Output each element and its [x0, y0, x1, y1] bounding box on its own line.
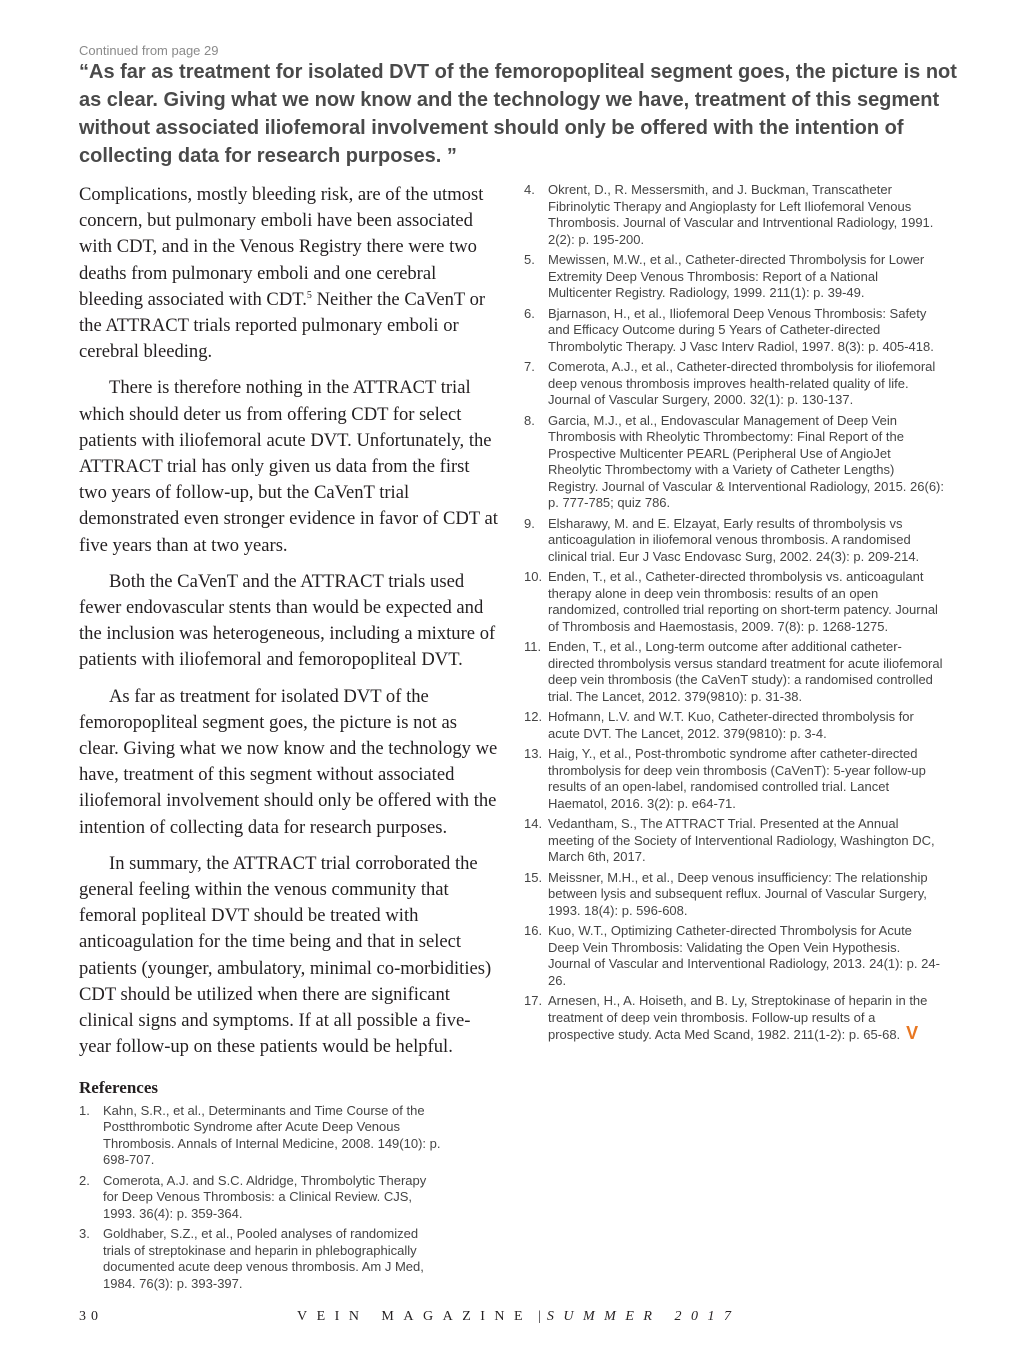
reference-text: Bjarnason, H., et al., Iliofemoral Deep Venous Thrombosis: Safety and Efficacy Outcome during 5 Years of Catheter-directed Thrombolytic Therapy. J Vasc Interv Radiol, 1997. 8(3): p. 405-418. [548, 305, 934, 354]
reference-number: 16. [524, 923, 543, 938]
reference-number: 9. [524, 515, 535, 531]
reference-item [524, 870, 944, 920]
reference-text: Comerota, A.J., et al., Catheter-directed thrombolysis for iliofemoral deep venous thrombosis improves health-related quality of life. Journal of Vascular Surgery, 2000. 32(1): p. 130-137. [548, 359, 936, 407]
footer-magazine [297, 1309, 740, 1325]
reference-text: Vedantham, S., The ATTRACT Trial. Presented at the Annual meeting of the Society of Interventional Radiology, Washington DC, March 6th, 2017. [548, 816, 935, 864]
reference-text: Arnesen, H., A. Hoiseth, and B. Ly, Streptokinase of heparin in the treatment of deep vein thrombosis. Follow-up results of a prospective study. Acta Med Scand, 1982. 211(1-2): p. 65-68. [548, 993, 928, 1042]
reference-item [79, 1173, 443, 1223]
reference-item [524, 923, 944, 989]
page-footer [79, 1309, 959, 1325]
reference-text: Hofmann, L.V. and W.T. Kuo, Catheter-directed thrombolysis for acute DVT. The Lancet, 2012. 379(9810): p. 3-4. [548, 709, 914, 741]
reference-text: Mewissen, M.W., et al., Catheter-directed Thrombolysis for Lower Extremity Deep Venous Thrombosis: Report of a National Multicenter Registry. Radiology, 1999. 211(1): p. 39-49. [548, 252, 925, 300]
reference-number: 15. [524, 869, 543, 885]
references-list-left [79, 1103, 499, 1293]
reference-number: 10. [524, 569, 543, 584]
reference-number: 11. [524, 639, 542, 654]
reference-number: 14. [524, 816, 543, 831]
reference-text: Kahn, S.R., et al., Determinants and Time Course of the Postthrombotic Syndrome after Acute Deep Venous Thrombosis. Annals of Internal Medicine, 2008. 149(10): p. 698-707. [103, 1102, 441, 1167]
magazine-name: VEIN MAGAZINE [297, 1309, 533, 1324]
reference-item [524, 746, 944, 812]
references-list-right [524, 182, 944, 1044]
reference-item [79, 1103, 443, 1169]
right-column [524, 182, 944, 1048]
reference-text: Meissner, M.H., et al., Deep venous insufficiency: The relationship between lysis and subsequent reflux. Journal of Vascular Surgery, 1993. 18(4): p. 596-608. [548, 869, 928, 918]
body-paragraph-5: In summary, the ATTRACT trial corroborated the general feeling within the venous community that femoral popliteal DVT should be treated with anticoagulation for the time being and that in select patients (younger, ambulatory, minimal co-morbidities) CDT should be utilized when there are significant clinical signs and symptoms. If at all possible a five-year follow-up on these patients would be helpful. [79, 852, 492, 1058]
reference-text: Garcia, M.J., et al., Endovascular Management of Deep Vein Thrombosis with Rheolytic Thrombectomy: Final Report of the Prospective Multicenter PEARL (Peripheral Use of AngioJet Rheolytic Thrombectomy with a Variety of Catheter Lengths) Registry. Journal of Vascular & Interventional Radiology, 2015. 26(6): p. 777-785; quiz 786. [548, 412, 944, 510]
reference-text: Goldhaber, S.Z., et al., Pooled analyses of randomized trials of streptokinase and heparin in phlebographically documented acute deep venous thrombosis. Am J Med, 1984. 76(3): p. 393-397. [103, 1226, 424, 1291]
body-paragraph-2: There is therefore nothing in the ATTRACT trial which should deter us from offering CDT for select patients with iliofemoral acute DVT. Unfortunately, the ATTRACT trial has only given us data from the first two years of follow-up, but the CaVenT trial demonstrated even stronger evidence in favor of CDT at five years than at two years. [79, 377, 498, 556]
reference-item [524, 306, 944, 356]
reference-text: Enden, T., et al., Long-term outcome after additional catheter-directed thrombolysis versus standard treatment for acute iliofemoral deep vein thrombosis (the CaVenT study): a randomised controlled trial. The Lancet, 2012. 379(9810): p. 31-38. [548, 639, 943, 704]
reference-item [524, 359, 944, 409]
reference-number: 17. [524, 993, 543, 1008]
footer-separator: | [538, 1309, 541, 1324]
reference-item [524, 252, 944, 302]
body-paragraph-1-tail: Neither the CaVenT or the ATTRACT trials reported pulmonary emboli or cerebral bleeding. [79, 288, 486, 363]
end-mark-v-icon: V [906, 1023, 919, 1043]
left-column [79, 182, 499, 1296]
reference-number: 2. [79, 1172, 90, 1188]
reference-item [524, 413, 944, 512]
reference-item [524, 516, 944, 566]
reference-text: Comerota, A.J. and S.C. Aldridge, Thrombolytic Therapy for Deep Venous Thrombosis: a Clinical Review. CJS, 1993. 36(4): p. 359-364. [103, 1172, 427, 1221]
body-paragraph-3: Both the CaVenT and the ATTRACT trials used fewer endovascular stents than would be expected and the inclusion was heterogeneous, including a mixture of patients with iliofemoral and femoropopliteal DVT. [79, 570, 496, 671]
citation-superscript: 5 [306, 289, 312, 301]
reference-text: Okrent, D., R. Messersmith, and J. Buckman, Transcatheter Fibrinolytic Therapy and Angioplasty for Left Iliofemoral Venous Thrombosis. Journal of Vascular and Intrventional Radiology, 1991. 2(2): p. 195-200. [548, 182, 934, 247]
reference-number: 4. [524, 182, 535, 197]
reference-number: 13. [524, 746, 543, 761]
reference-number: 3. [79, 1226, 90, 1241]
pull-quote: “As far as treatment for isolated DVT of the femoropopliteal segment goes, the picture is not as clear. Giving what we now know and the technology we have, treatment of this segment without associated iliofemoral involvement should only be offered with the intention of collecting data for research purposes. ” [79, 61, 957, 167]
reference-item [524, 993, 944, 1044]
references-heading: References [79, 1077, 158, 1097]
body-paragraph-4: As far as treatment for isolated DVT of the femoropopliteal segment goes, the picture is not as clear. Giving what we now know and the technology we have, treatment of this segment without associated iliofemoral involvement should only be offered with the intention of collecting data for research purposes. [79, 685, 498, 838]
reference-text: Elsharawy, M. and E. Elzayat, Early results of thrombolysis vs anticoagulation in iliofemoral venous thrombosis. A randomised clinical trial. Eur J Vasc Endovasc Surg, 2002. 24(3): p. 209-214. [548, 515, 920, 564]
reference-item [524, 182, 944, 248]
body-paragraph-1 [79, 182, 499, 365]
reference-text: Haig, Y., et al., Post-thrombotic syndrome after catheter-directed thrombolysis for deep vein thrombosis (CaVenT): 5-year follow-up results of an open-label, randomised controlled trial. Lancet Haematol, 2016. 3(2): p. e64-71. [548, 746, 926, 811]
reference-item [79, 1226, 443, 1292]
page-number: 30 [79, 1309, 103, 1324]
reference-number: 12. [524, 709, 543, 724]
reference-item [524, 709, 944, 742]
reference-number: 6. [524, 305, 535, 321]
reference-number: 5. [524, 252, 535, 267]
issue-label: SUMMER 2017 [546, 1309, 741, 1324]
reference-number: 8. [524, 412, 535, 428]
reference-text: Enden, T., et al., Catheter-directed thrombolysis vs. anticoagulant therapy alone in deep vein thrombosis: results of an open randomized, controlled trial reporting on short-term patency. Journal of Thrombosis and Haemostasis, 2009. 7(8): p. 1268-1275. [548, 569, 938, 634]
reference-text: Kuo, W.T., Optimizing Catheter-directed Thrombolysis for Acute Deep Vein Thrombosis: Validating the Open Vein Hypothesis. Journal of Vascular and Interventional Radiology, 2013. 24(1): p. 24-26. [548, 923, 940, 988]
reference-item [524, 639, 944, 705]
reference-item [524, 569, 944, 635]
reference-number: 1. [79, 1102, 90, 1118]
continued-from-label: Continued from page 29 [79, 43, 219, 58]
reference-item [524, 816, 944, 866]
body-paragraph-1-text: Complications, mostly bleeding risk, are of the utmost concern, but pulmonary emboli have been associated with CDT, and in the Venous Registry there were two deaths from pulmonary emboli and one cerebral bleeding associated with CDT. [79, 184, 484, 310]
reference-number: 7. [524, 359, 535, 374]
